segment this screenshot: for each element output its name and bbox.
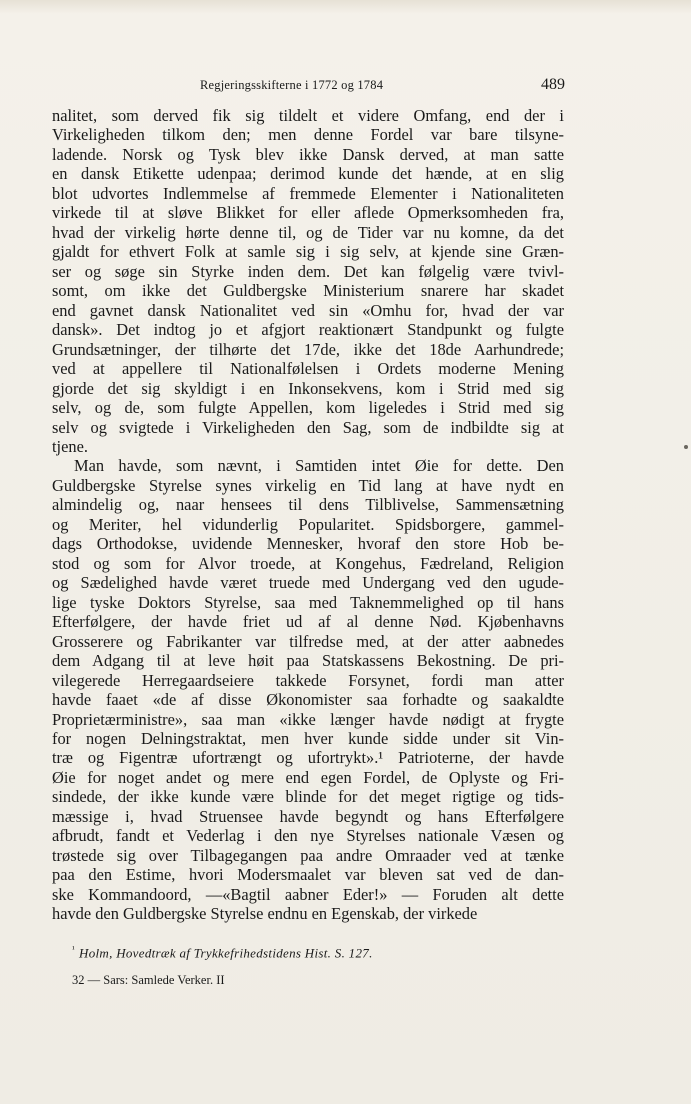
text-line: almindelig og, naar hensees til dens Tilblivelse, Sammensætning [52,495,564,515]
text-line: og Meriter, hel vidunderlig Popularitet. Spidsborgere, gammel- [52,514,564,534]
text-line: ladende. Norsk og Tysk blev ikke Dansk derved, at man satte [52,144,564,164]
text-line: dansk». Det indtog jo et afgjort reaktionært Standpunkt og fulgte [52,320,564,340]
text-line: ved at appellere til Nationalfølelsen i Ordets moderne Mening [52,359,564,379]
text-line: havde den Guldbergske Styrelse endnu en Egenskab, der virkede [52,904,478,924]
text-line: blot udvortes Indlemmelse af fremmede Elementer i Nationaliteten [52,183,564,203]
text-line: sindede, der ikke kunde være blinde for det meget rigtige og tids- [52,787,564,807]
footnote-text: Holm, Hovedtræk af Trykkefrihedstidens Hist. S. 127. [79,945,373,961]
footnote [72,944,373,961]
text-line: paa den Estime, hvori Modersmaalet var bleven sat ved de dan- [52,865,564,885]
text-line: og Sædelighed havde været truede med Undergang ved den ugude- [52,573,564,593]
text-line: Efterfølgere, der havde friet ud af al denne Nød. Kjøbenhavns [52,612,564,632]
running-head: Regjeringsskifterne i 1772 og 1784 [200,78,384,92]
text-line: Man havde, som nævnt, i Samtiden intet Øie for dette. Den [74,456,564,476]
paper-speck [684,445,688,449]
text-line: end gavnet dansk Nationalitet ved sin «Omhu for, hvad der var [52,300,564,320]
text-line: Øie for noget andet og mere end egen Fordel, de Oplyste og Fri- [52,767,564,787]
text-line: tjene. [52,436,88,456]
text-line: selv og svigtede i Virkeligheden den Sag, som de indbildte sig at [52,417,564,437]
text-line: Proprietærministre», saa man «ikke længer havde nødigt at frygte [52,709,564,729]
page-header [0,76,691,98]
footnote-mark: ¹ [72,944,75,954]
text-line: havde faaet «de af disse Økonomister saa forhadte og saakaldte [52,690,564,710]
text-line: trøstede sig over Tilbagegangen paa andre Omraader ved at tænke [52,845,564,865]
text-line: Virkeligheden tilkom den; men denne Fordel var bare tilsyne- [52,125,564,145]
text-line: selv, og de, som fulgte Appellen, kom ligeledes i Strid med sig [52,398,564,418]
text-line: vilegerede Herregaardseiere takkede Forsynet, fordi man atter [52,670,564,690]
text-line: virkede til at sløve Blikket for eller aflede Opmerksomheden fra, [52,203,564,223]
page-top-shadow [0,0,691,14]
text-line: hvad der virkelig hørte denne til, og de Tider var nu komne, da det [52,222,564,242]
text-line: mæssige i, hvad Struensee havde begyndt og hans Efterfølgere [52,806,564,826]
text-line: ser og søge sin Styrke inden dem. Det kan følgelig være tvivl- [52,261,564,281]
body-text [52,106,564,924]
text-line: nalitet, som derved fik sig tildelt et videre Omfang, end der i [52,106,564,125]
text-line: lige tyske Doktors Styrelse, saa med Taknemmelighed op til hans [52,592,564,612]
text-line: stod og som for Alvor troede, at Kongehus, Fædreland, Religion [52,553,564,573]
text-line: træ og Figentræ ufortrængt og ufortrykt».¹ Patrioterne, der havde [52,748,564,768]
text-line: Grundsætninger, der tilhørte det 17de, ikke det 18de Aarhundrede; [52,339,564,359]
text-line: dags Orthodokse, uvidende Mennesker, hvoraf den store Hob be- [52,534,564,554]
text-line: dem Adgang til at leve høit paa Statskassens Bekostning. De pri- [52,651,564,671]
text-line: ske Kommandoord, —«Bagtil aabner Eder!» — Foruden alt dette [52,884,564,904]
text-line: en dansk Etikette udenpaa; derimod kunde det hænde, at en slig [52,164,564,184]
text-line: gjaldt for ethvert Folk at samle sig i sig selv, at kjende sine Græn- [52,242,564,262]
signature-line: 32 — Sars: Samlede Verker. II [72,973,225,987]
text-line: afbrudt, fandt et Vederlag i den nye Styrelses nationale Væsen og [52,826,564,846]
text-line: Guldbergske Styrelse synes virkelig en Tid lang at have nydt en [52,475,564,495]
text-line: Grosserere og Fabrikanter var tilfredse med, at der atter aabnedes [52,631,564,651]
page-number: 489 [541,76,565,93]
text-line: somt, om ikke det Guldbergske Ministerium snarere har skadet [52,281,564,301]
text-line: gjorde det sig skyldigt i en Inkonsekvens, kom i Strid med sig [52,378,564,398]
text-line: for nogen Delningstraktat, men hver kunde sidde under sit Vin- [52,729,564,748]
